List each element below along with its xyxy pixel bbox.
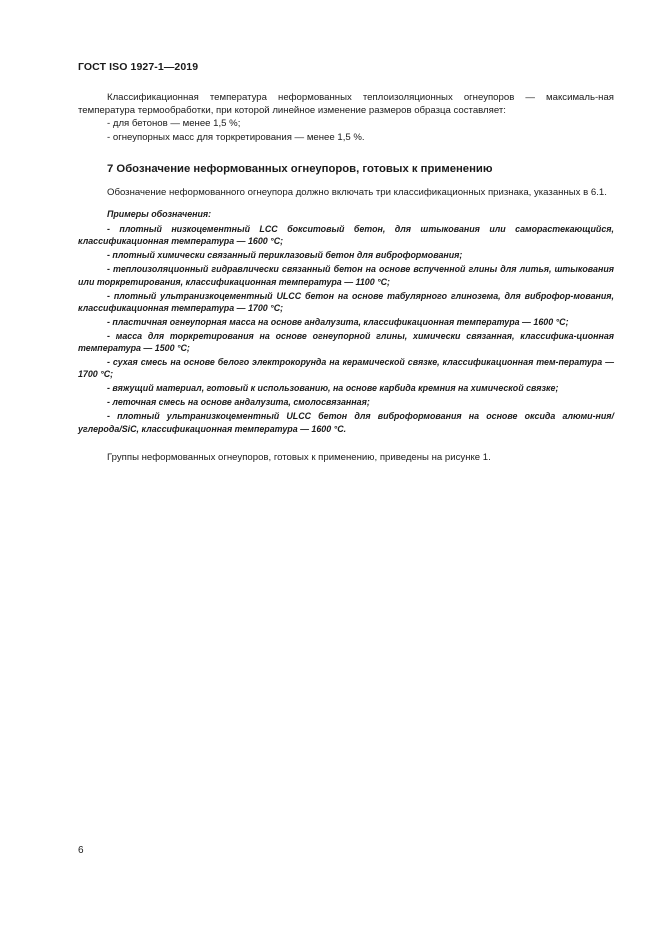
closing-paragraph: Группы неформованных огнеупоров, готовых к применению, приведены на рисунке 1. bbox=[107, 452, 491, 464]
example-item: - плотный низкоцементный LCC бокситовый бетон, для штыкования или саморастекающийся, классификационная температура — 1600 °C; bbox=[78, 224, 614, 247]
example-item: - плотный химически связанный периклазовый бетон для виброформования; bbox=[107, 250, 463, 261]
page-number: 6 bbox=[78, 845, 84, 856]
example-item: - теплоизоляционный гидравлически связанный бетон на основе вспученной глины для литья, штыкования или торкретирования, классификационная температура — 1100 °C; bbox=[78, 264, 614, 287]
example-item: - пластичная огнеупорная масса на основе андалузита, классификационная температура — 1600 °C; bbox=[107, 316, 569, 327]
section-title: 7 Обозначение неформованных огнеупоров, готовых к применению bbox=[107, 162, 493, 175]
example-item: - плотный ультранизкоцементный ULCC бетон на основе табулярного глинозема, для виброфор-мования, классификационная температура — 1700 °C; bbox=[78, 290, 614, 313]
example-item: - вяжущий материал, готовый к использованию, на основе карбида кремния на химической связке; bbox=[107, 383, 559, 394]
example-item: - сухая смесь на основе белого электрокорунда на керамической связке, классификационная тем-пература — 1700 °C; bbox=[78, 357, 614, 380]
section-paragraph: Обозначение неформованного огнеупора должно включать три классификационных признака, указанных в 6.1. bbox=[107, 186, 607, 198]
example-item: - плотный ультранизкоцементный ULCC бетон для виброформования на основе оксида алюми-ния/углерода/SiC, классификационная температура — 1600 °C. bbox=[78, 411, 614, 434]
intro-list-item-gunning: - огнеупорных масс для торкретирования — менее 1,5 %. bbox=[107, 131, 365, 143]
page-content bbox=[78, 91, 614, 464]
examples-label: Примеры обозначения: bbox=[107, 209, 212, 220]
document-header: ГОСТ ISO 1927-1—2019 bbox=[78, 61, 199, 73]
intro-list-item-concrete: - для бетонов — менее 1,5 %; bbox=[107, 118, 241, 130]
intro-paragraph: Классификационная температура неформованных теплоизоляционных огнеупоров — максималь-ная температура термообработки, при которой линейное изменение размеров образца составляет: bbox=[78, 92, 614, 117]
example-item: - леточная смесь на основе андалузита, смолосвязанная; bbox=[107, 397, 370, 408]
example-item: - масса для торкретирования на основе огнеупорной глины, химически связанная, классифика-ционная температура — 1500 °C; bbox=[78, 330, 614, 354]
